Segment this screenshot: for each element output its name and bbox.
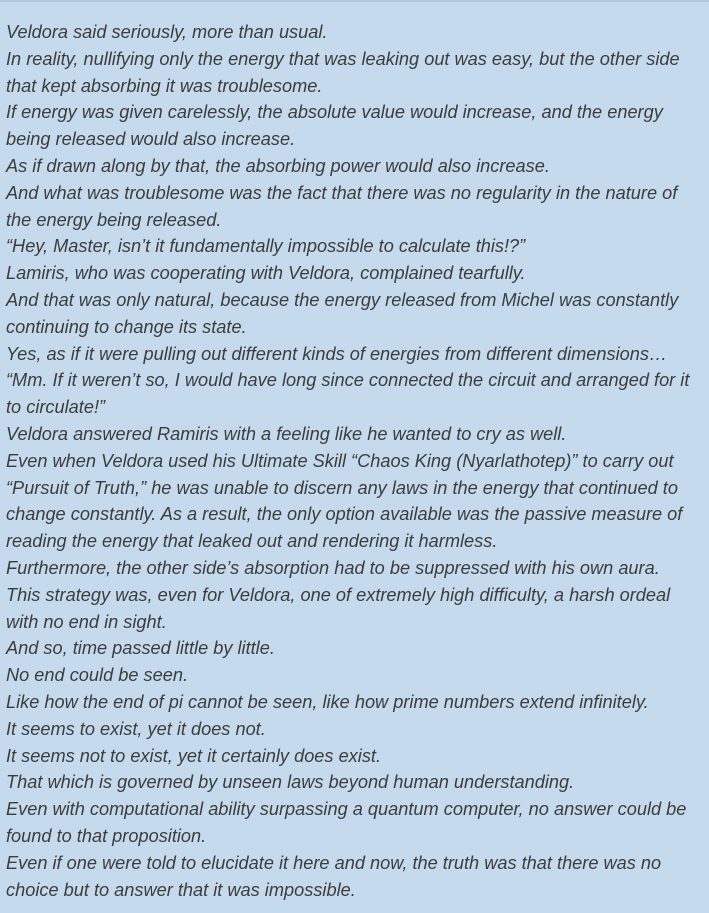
paragraph: That which is governed by unseen laws beyond human understanding. — [6, 772, 575, 793]
paragraph: Even when Veldora used his Ultimate Skill “Chaos King (Nyarlathotep)” to carry out “Pursuit of Truth,” he was unable to discern any laws in the energy that continued to change constantly. As a result, the only option available was the passive measure of reading the energy that leaked out and rendering it harmless. — [6, 450, 683, 552]
story-text — [6, 19, 706, 903]
paragraph: As if drawn along by that, the absorbing power would also increase. — [6, 155, 550, 176]
paragraph: Yes, as if it were pulling out different kinds of energies from different dimensions… — [6, 343, 668, 364]
paragraph: It seems to exist, yet it does not. — [6, 718, 266, 739]
paragraph: “Hey, Master, isn’t it fundamentally impossible to calculate this!?” — [6, 236, 526, 257]
paragraph: This strategy was, even for Veldora, one of extremely high difficulty, a harsh ordeal with no end in sight. — [6, 584, 671, 632]
paragraph: Even with computational ability surpassing a quantum computer, no answer could be found to that proposition. — [6, 799, 687, 846]
paragraph: No end could be seen. — [6, 665, 189, 686]
paragraph: Veldora said seriously, more than usual. — [6, 22, 328, 42]
paragraph: Furthermore, the other side’s absorption had to be suppressed with his own aura. — [6, 557, 660, 578]
paragraph: “Mm. If it weren’t so, I would have long since connected the circuit and arranged for it to circulate!” — [6, 370, 690, 418]
paragraph: And what was troublesome was the fact that there was no regularity in the nature of the energy being released. — [6, 182, 678, 230]
paragraph: Veldora answered Ramiris with a feeling like he wanted to cry as well. — [6, 423, 567, 444]
paragraph: Like how the end of pi cannot be seen, like how prime numbers extend infinitely. — [6, 691, 649, 712]
paragraph: And so, time passed little by little. — [6, 638, 275, 659]
paragraph: And that was only natural, because the energy released from Michel was constantly continuing to change its state. — [6, 289, 679, 337]
paragraph: In reality, nullifying only the energy that was leaking out was easy, but the other side that kept absorbing it was troublesome. — [6, 48, 680, 96]
top-border — [0, 0, 709, 2]
paragraph: Lamiris, who was cooperating with Veldora, complained tearfully. — [6, 263, 526, 284]
paragraph: Even if one were told to elucidate it here and now, the truth was that there was no choice but to answer that it was impossible. — [6, 852, 662, 900]
paragraph: If energy was given carelessly, the absolute value would increase, and the energy being released would also increase. — [6, 102, 663, 150]
paragraph: It seems not to exist, yet it certainly does exist. — [6, 745, 382, 766]
